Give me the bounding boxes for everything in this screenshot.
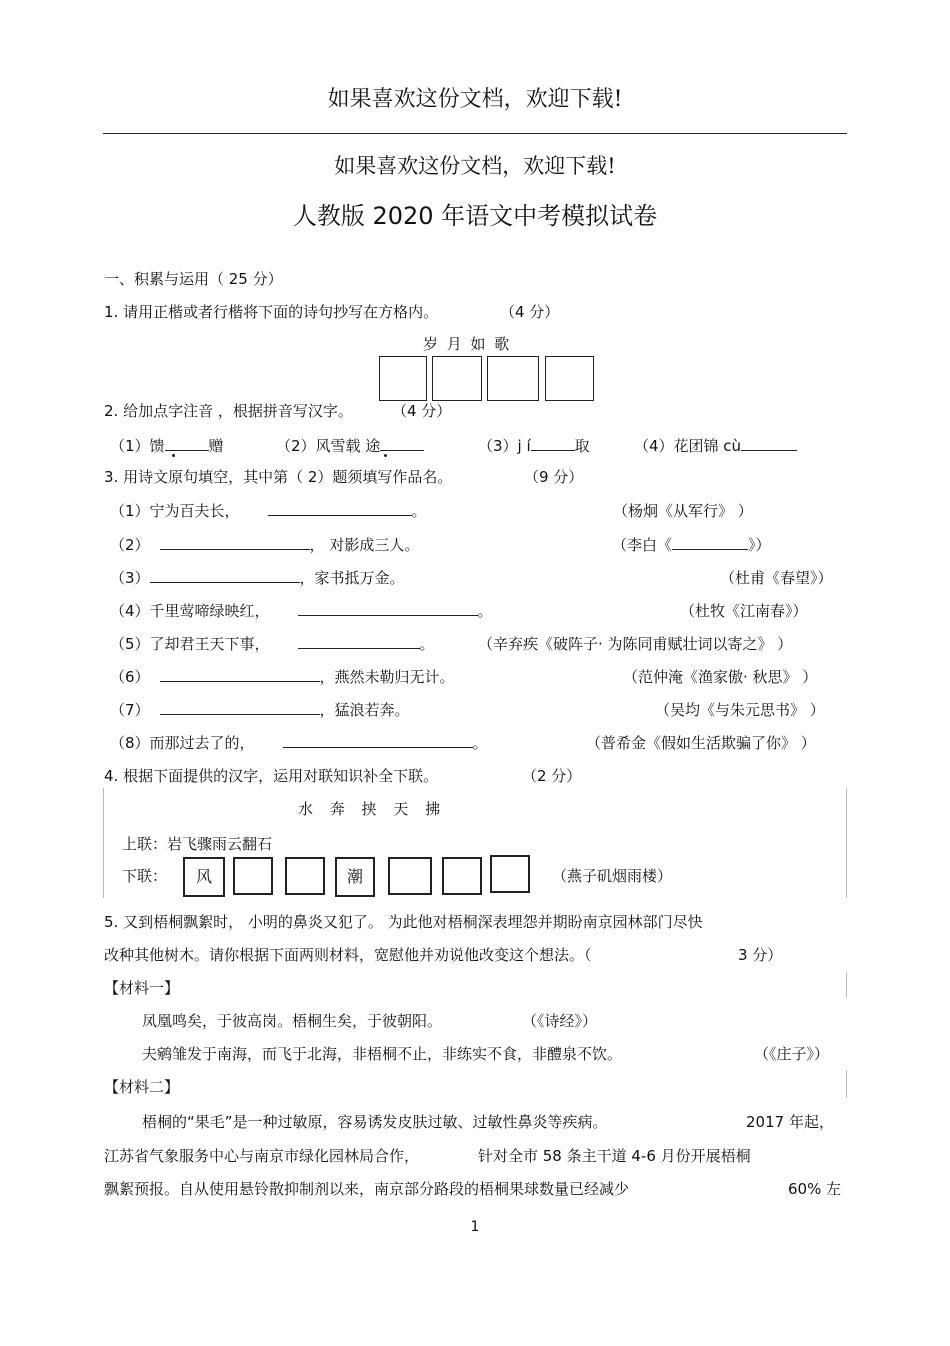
q2-item-1 (110, 435, 224, 456)
writing-box[interactable] (379, 356, 427, 401)
answer-blank[interactable] (165, 436, 209, 451)
fill-line-1-source: （杨炯《从军行》 ） (613, 502, 753, 520)
section-heading: 一、积累与运用（ 25 分） (104, 270, 283, 288)
answer-blank[interactable] (741, 436, 797, 451)
question-3: 3. 用诗文原句填空，其中第（ 2）题须填写作品名。 (104, 468, 453, 486)
answer-blank[interactable] (531, 436, 575, 451)
material-2-para-3: 飘絮预报。自从使用悬铃散抑制剂以来，南京部分路段的梧桐果球数量已经减少 (104, 1180, 630, 1198)
fill-line-4-after: 。 (477, 602, 493, 620)
poem-phrase: 岁 月 如 歌 (423, 335, 512, 353)
answer-blank[interactable] (283, 733, 473, 748)
q2-item-2 (276, 435, 424, 456)
fill-line-4-text: （4）千里莺啼绿映红， (110, 602, 270, 620)
document-title: 人教版 2020 年语文中考模拟试卷 (292, 202, 658, 230)
writing-box[interactable] (545, 356, 594, 401)
fill-line-8-text: （8）而那过去了的， (110, 734, 255, 752)
material-2-para-2-end: 针对全市 58 条主干道 4-6 月份开展梧桐 (478, 1147, 751, 1165)
writing-box[interactable] (487, 356, 539, 401)
answer-blank[interactable] (160, 667, 320, 682)
question-1-score: （4 分） (500, 303, 560, 321)
q2-item-1-suffix: 赠 (208, 437, 224, 455)
fill-line-3 (110, 567, 405, 588)
q2-item-3-prefix: （3）j í (478, 437, 531, 455)
fill-line-8-source: （普希金《假如生活欺骗了你》 ） (586, 734, 816, 752)
page-header: 如果喜欢这份文档，欢迎下载! (327, 87, 623, 112)
fill-line-8 (110, 732, 488, 753)
frame-right (846, 788, 847, 898)
question-2: 2. 给加点字注音 ，根据拼音写汉字。 (104, 402, 353, 420)
couplet-cell[interactable] (442, 857, 482, 895)
question-5-score: 3 分） (738, 946, 783, 964)
material-1-title: 【材料一】 (104, 979, 180, 997)
fill-line-7-after: ，猛浪若奔。 (319, 701, 410, 719)
sub-header: 如果喜欢这份文档，欢迎下载! (334, 154, 616, 178)
couplet-cell[interactable] (490, 855, 530, 893)
fill-line-5-source: （辛弃疾《破阵子· 为陈同甫赋壮词以寄之》 ） (478, 635, 793, 653)
question-5-line-1: 5. 又到梧桐飘絮时， 小明的鼻炎又犯了。 为此他对梧桐深表埋怨并期盼南京园林部门尽快 (104, 913, 703, 931)
couplet-cell[interactable]: 风 (183, 857, 225, 897)
fill-line-7-text: （7） (110, 701, 150, 719)
question-5-line-2: 改种其他树木。请你根据下面两则材料，宽慰他并劝说他改变这个想法。（ (104, 946, 592, 964)
frame-left (103, 788, 104, 898)
fill-line-4-source: （杜牧《江南春》） (680, 602, 808, 620)
q2-item-4 (634, 435, 797, 456)
emphasis-dot (172, 454, 175, 457)
q2-item-1-prefix: （1）馈 (110, 437, 165, 455)
material-2-para-1: 梧桐的“果毛”是一种过敏原，容易诱发皮肤过敏、过敏性鼻炎等疾病。 (142, 1113, 608, 1131)
fill-line-6-text: （6） (110, 668, 150, 686)
header-rule (103, 133, 847, 134)
answer-blank[interactable] (298, 634, 420, 649)
answer-blank[interactable] (672, 535, 748, 550)
couplet-source: （燕子矶烟雨楼） (552, 867, 673, 885)
question-4: 4. 根据下面提供的汉字，运用对联知识补全下联。 (104, 767, 439, 785)
provided-chars: 水 奔 挟 天 拂 (298, 800, 441, 818)
material-1-source-2: （《庄子》） (754, 1045, 830, 1063)
question-2-score: （4 分） (392, 402, 452, 420)
couplet-cell[interactable]: 潮 (335, 857, 375, 897)
material-1-source-1: （《诗经》） (522, 1012, 598, 1030)
fill-line-5 (110, 633, 435, 654)
fill-line-5-text: （5）了却君王天下事， (110, 635, 270, 653)
material-2-para-2: 江苏省气象服务中心与南京市绿化园林局合作， (104, 1147, 420, 1165)
material-2-para-3-end: 60% 左 (788, 1180, 842, 1198)
fill-line-2-text: （2） (110, 536, 150, 554)
material-1-line-1: 凤凰鸣矣，于彼高岗。梧桐生矣，于彼朝阳。 (142, 1012, 443, 1030)
fill-line-3-text: （3） (110, 569, 150, 587)
upper-couplet: 上联：岩飞骤雨云翻石 (122, 835, 273, 853)
couplet-cell[interactable] (285, 857, 325, 895)
answer-blank[interactable] (150, 568, 300, 583)
fill-line-2-after: ， 对影成三人。 (309, 536, 420, 554)
fill-line-2 (110, 534, 419, 555)
fill-line-7-source: （吴均《与朱元思书》 ） (655, 701, 825, 719)
emphasis-dot (384, 454, 387, 457)
question-3-score: （9 分） (524, 468, 584, 486)
fill-line-2-source-start: （李白《 (612, 536, 673, 554)
fill-line-3-after: ，家书抵万金。 (299, 569, 405, 587)
answer-blank[interactable] (160, 700, 320, 715)
fill-line-6 (110, 666, 455, 687)
fill-line-3-source: （杜甫《春望》） (720, 569, 833, 587)
fill-line-2-source-end: 》） (748, 536, 771, 554)
frame-right (846, 972, 847, 998)
frame-right (846, 1070, 847, 1098)
q2-item-3 (478, 435, 590, 456)
fill-line-6-after: ，燕然未勒归无计。 (319, 668, 455, 686)
fill-line-1 (110, 500, 427, 521)
lower-couplet-label: 下联： (122, 867, 168, 885)
page-number: 1 (470, 1219, 480, 1235)
answer-blank[interactable] (268, 501, 412, 516)
q2-item-3-suffix: 取 (574, 437, 590, 455)
q2-item-4-text: （4）花团锦 cù (634, 437, 742, 455)
answer-blank[interactable] (160, 535, 310, 550)
fill-line-5-after: 。 (419, 635, 435, 653)
fill-line-8-after: 。 (472, 734, 488, 752)
couplet-cell[interactable] (388, 857, 432, 895)
fill-line-4 (110, 600, 493, 621)
q2-item-2-text: （2）风雪载 途 (276, 437, 381, 455)
material-1-line-2: 夫鹓雏发于南海，而飞于北海，非梧桐不止，非练实不食，非醴泉不饮。 (142, 1045, 623, 1063)
question-1: 1. 请用正楷或者行楷将下面的诗句抄写在方格内。 (104, 303, 439, 321)
fill-line-2-source (612, 534, 771, 555)
answer-blank[interactable] (380, 436, 424, 451)
fill-line-7 (110, 699, 410, 720)
fill-line-1-after: 。 (411, 502, 427, 520)
fill-line-6-source: （范仲淹《渔家傲· 秋思》 ） (623, 668, 818, 686)
answer-blank[interactable] (298, 601, 478, 616)
fill-line-1-text: （1）宁为百夫长， (110, 502, 240, 520)
material-2-title: 【材料二】 (104, 1078, 180, 1096)
question-4-score: （2 分） (522, 767, 582, 785)
material-2-para-1-end: 2017 年起， (746, 1113, 834, 1131)
couplet-cell[interactable] (233, 857, 273, 895)
writing-box[interactable] (432, 356, 482, 401)
